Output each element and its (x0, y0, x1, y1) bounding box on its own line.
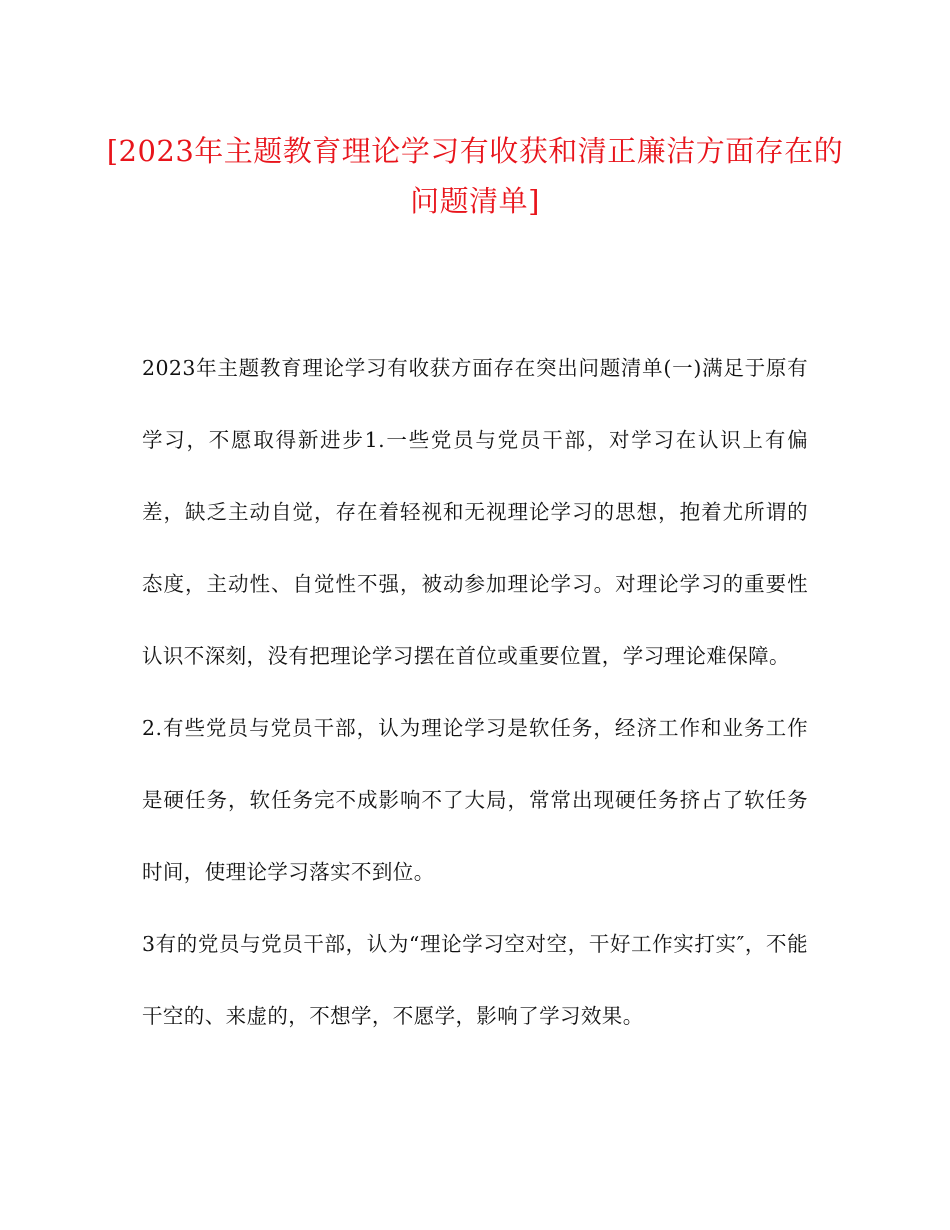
paragraph-1: 2023年主题教育理论学习有收获方面存在突出问题清单(一)满足于原有学习，不愿取得新进步1.一些党员与党员干部，对学习在认识上有偏差，缺乏主动自觉，存在着轻视和无视理论学习的思想，抱着尤所谓的态度，主动性、自觉性不强，被动参加理论学习。对理论学习的重要性认识不深刻，没有把理论学习摆在首位或重要位置，学习理论难保障。 (142, 356, 808, 668)
paragraph-3: 3有的党员与党员干部，认为“理论学习空对空，干好工作实打实″，不能干空的、来虚的，不想学，不愿学，影响了学习效果。 (142, 932, 808, 1028)
document-title: [2023年主题教育理论学习有收获和清正廉洁方面存在的问题清单] (106, 134, 844, 218)
document-body (142, 332, 808, 1052)
paragraph-2: 2.有些党员与党员干部，认为理论学习是软任务，经济工作和业务工作是硬任务，软任务完不成影响不了大局，常常出现硬任务挤占了软任务时间，使理论学习落实不到位。 (142, 716, 808, 884)
